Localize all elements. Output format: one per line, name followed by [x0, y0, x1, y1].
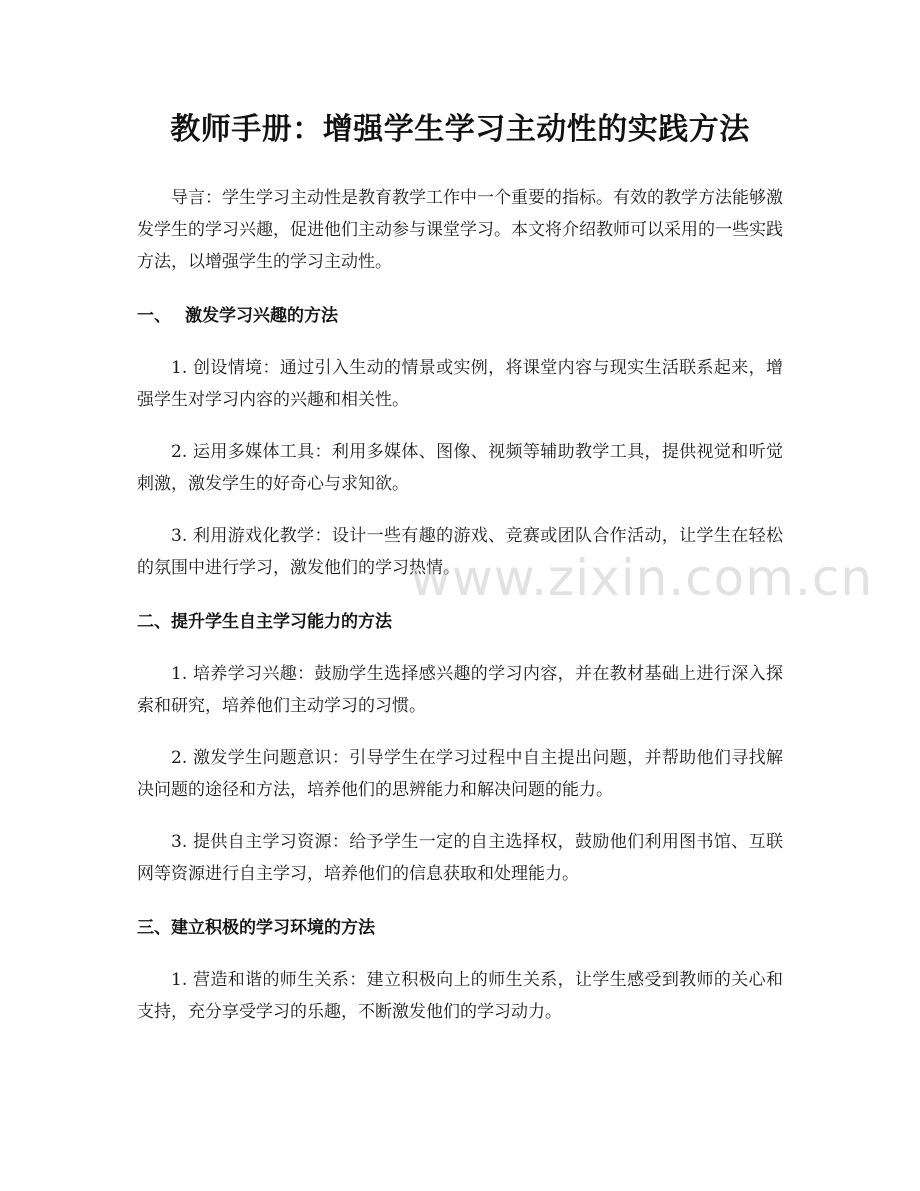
section-number: 一、 [137, 306, 171, 326]
intro-paragraph: 导言：学生学习主动性是教育教学工作中一个重要的指标。有效的教学方法能够激发学生的学习兴趣，促进他们主动参与课堂学习。本文将介绍教师可以采用的一些实践方法，以增强学生的学习主动性。 [137, 188, 783, 272]
list-item: 1. 创设情境：通过引入生动的情景或实例，将课堂内容与现实生活联系起来，增强学生对学习内容的兴趣和相关性。 [137, 358, 783, 410]
section-heading-1 [137, 300, 783, 332]
list-item: 2. 运用多媒体工具：利用多媒体、图像、视频等辅助教学工具，提供视觉和听觉刺激，激发学生的好奇心与求知欲。 [137, 442, 783, 494]
section-title: 激发学习兴趣的方法 [185, 306, 338, 326]
list-item: 3. 利用游戏化教学：设计一些有趣的游戏、竞赛或团队合作活动，让学生在轻松的氛围中进行学习，激发他们的学习热情。 [137, 526, 783, 578]
list-item: 2. 激发学生问题意识：引导学生在学习过程中自主提出问题，并帮助他们寻找解决问题的途径和方法，培养他们的思辨能力和解决问题的能力。 [137, 748, 783, 800]
list-item: 1. 营造和谐的师生关系：建立积极向上的师生关系，让学生感受到教师的关心和支持，充分享受学习的乐趣，不断激发他们的学习动力。 [137, 970, 783, 1022]
document-title: 教师手册：增强学生学习主动性的实践方法 [170, 112, 750, 147]
list-item: 3. 提供自主学习资源：给予学生一定的自主选择权，鼓励他们利用图书馆、互联网等资源进行自主学习，培养他们的信息获取和处理能力。 [137, 832, 783, 884]
section-number: 二、 [137, 612, 171, 632]
section-title: 建立积极的学习环境的方法 [171, 918, 375, 938]
list-item: 1. 培养学习兴趣：鼓励学生选择感兴趣的学习内容，并在教材基础上进行深入探索和研究，培养他们主动学习的习惯。 [137, 664, 783, 716]
section-heading-2 [137, 606, 783, 638]
section-number: 三、 [137, 918, 171, 938]
section-title: 提升学生自主学习能力的方法 [171, 612, 392, 632]
watermark-text: www.zixin.com.cn [410, 549, 874, 607]
section-heading-3 [137, 912, 783, 944]
